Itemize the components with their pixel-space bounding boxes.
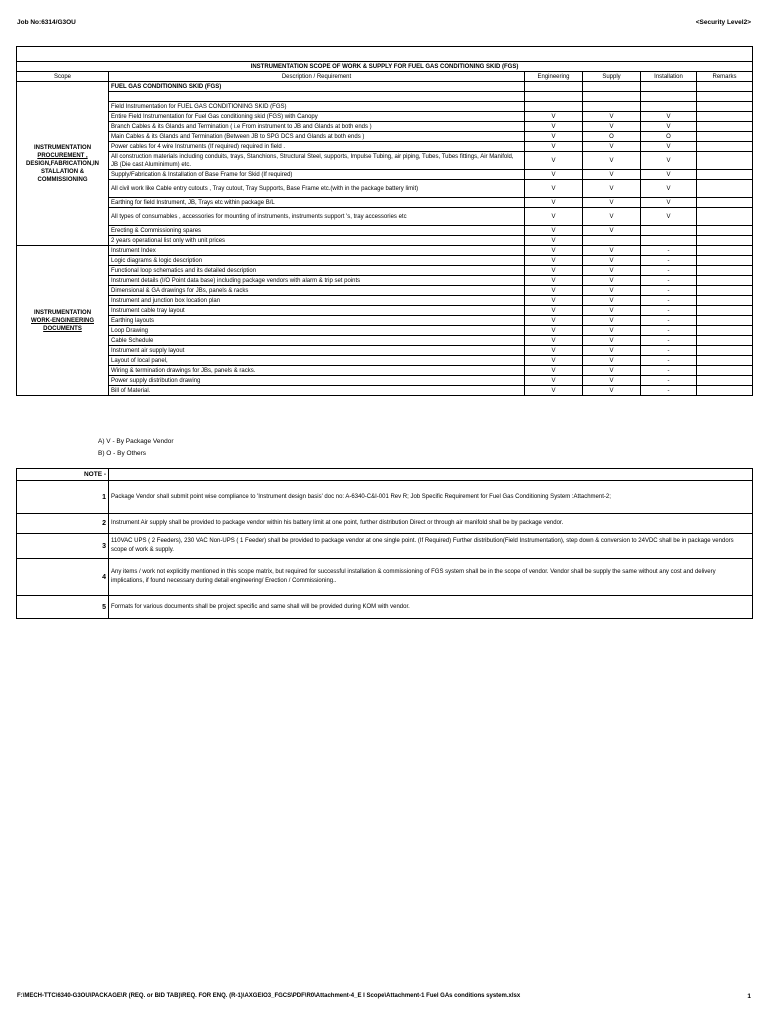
remarks-cell [697, 92, 753, 102]
note-number: 4 [17, 559, 109, 596]
scope-label-line: STALLATION & [40, 168, 85, 175]
col-supply: Supply [583, 72, 641, 82]
table-row [17, 132, 753, 142]
remarks-cell [697, 336, 753, 346]
note-row [17, 481, 753, 514]
installation-cell: - [641, 316, 697, 326]
engineering-cell: V [525, 346, 583, 356]
installation-cell: V [641, 122, 697, 132]
installation-cell: - [641, 386, 697, 396]
table-row [17, 316, 753, 326]
table-row [17, 376, 753, 386]
engineering-cell: V [525, 226, 583, 236]
note-text: Instrument Air supply shall be provided to package vendor within his battery limit at one point, further distribution Direct or through air manifold shall be by package vendor. [109, 514, 753, 534]
remarks-cell [697, 142, 753, 152]
table-title: INSTRUMENTATION SCOPE OF WORK & SUPPLY FOR FUEL GAS CONDITIONING SKID (FGS) [17, 62, 753, 72]
table-row [17, 386, 753, 396]
installation-cell [641, 102, 697, 112]
engineering-cell: V [525, 276, 583, 286]
scope-label-line: DOCUMENTS [43, 325, 82, 332]
description-cell: Instrument details (I/O Point data base) including package vendors with alarm & trip set points [109, 276, 525, 286]
engineering-cell: V [525, 326, 583, 336]
remarks-cell [697, 226, 753, 236]
table-row [17, 122, 753, 132]
supply-cell: O [583, 132, 641, 142]
supply-cell: V [583, 326, 641, 336]
description-cell: Field Instrumentation for FUEL GAS CONDITIONING SKID (FGS) [109, 102, 525, 112]
engineering-cell: V [525, 366, 583, 376]
engineering-cell [525, 92, 583, 102]
description-cell: Logic diagrams & logic description [109, 256, 525, 266]
installation-cell: - [641, 256, 697, 266]
installation-cell: V [641, 112, 697, 122]
supply-cell [583, 236, 641, 246]
remarks-cell [697, 122, 753, 132]
supply-cell: V [583, 266, 641, 276]
installation-cell [641, 82, 697, 92]
description-cell: Earthing for field Instrument, JB, Trays etc within package B/L [109, 198, 525, 208]
engineering-cell: V [525, 266, 583, 276]
engineering-cell: V [525, 122, 583, 132]
engineering-cell: V [525, 386, 583, 396]
table-row [17, 306, 753, 316]
installation-cell [641, 92, 697, 102]
table-row [17, 366, 753, 376]
remarks-cell [697, 236, 753, 246]
remarks-cell [697, 356, 753, 366]
installation-cell: V [641, 208, 697, 226]
installation-cell: - [641, 286, 697, 296]
note-row [17, 596, 753, 619]
description-cell [109, 92, 525, 102]
description-cell: Earthing layouts [109, 316, 525, 326]
installation-cell: V [641, 198, 697, 208]
supply-cell: V [583, 336, 641, 346]
remarks-cell [697, 256, 753, 266]
remarks-cell [697, 82, 753, 92]
col-remarks: Remarks [697, 72, 753, 82]
remarks-cell [697, 152, 753, 170]
remarks-cell [697, 246, 753, 256]
description-cell: Cable Schedule [109, 336, 525, 346]
col-engineering: Engineering [525, 72, 583, 82]
supply-cell: V [583, 112, 641, 122]
description-cell: Functional loop schematics and its detailed description [109, 266, 525, 276]
description-cell: All types of consumables , accessories for mounting of instruments, instruments support 's, tray accessories etc [109, 208, 525, 226]
remarks-cell [697, 296, 753, 306]
supply-cell: V [583, 276, 641, 286]
remarks-cell [697, 132, 753, 142]
installation-cell: V [641, 142, 697, 152]
remarks-cell [697, 326, 753, 336]
supply-cell: V [583, 226, 641, 236]
remarks-cell [697, 180, 753, 198]
legend-vendor: A) V - By Package Vendor [98, 438, 174, 445]
remarks-cell [697, 208, 753, 226]
supply-cell: V [583, 246, 641, 256]
note-number: 5 [17, 596, 109, 619]
installation-cell: - [641, 246, 697, 256]
installation-cell: V [641, 180, 697, 198]
note-text: 110VAC UPS ( 2 Feeders), 230 VAC Non-UPS ( 1 Feeder) shall be provided to package vendor at one single point. (If Required) Further distribution(Field Instrumentation), step down & conversion to 24VDC shall be in package vendors scope of work & supply. [109, 534, 753, 559]
note-row [17, 514, 753, 534]
description-cell: Main Cables & its Glands and Termination (Between JB to SPG DCS and Glands at both ends ) [109, 132, 525, 142]
installation-cell: - [641, 376, 697, 386]
remarks-cell [697, 170, 753, 180]
table-row [17, 346, 753, 356]
supply-cell: V [583, 306, 641, 316]
description-cell: Loop Drawing [109, 326, 525, 336]
description-cell: Erecting & Commissioning spares [109, 226, 525, 236]
notes-table [16, 468, 753, 619]
notes-label-row [17, 469, 753, 481]
note-text: Any items / work not explicitly mentioned in this scope matrix, but required for successful installation & commissioning of FGS system shall be in the scope of vendor. Vendor shall be supply the same without any cost and delivery implications, if found necessary during detail engineering/ Erection / Commissioning.. [109, 559, 753, 596]
engineering-cell: V [525, 246, 583, 256]
table-row [17, 226, 753, 236]
supply-cell: V [583, 346, 641, 356]
remarks-cell [697, 266, 753, 276]
engineering-cell: V [525, 132, 583, 142]
supply-cell: V [583, 356, 641, 366]
engineering-cell: V [525, 142, 583, 152]
supply-cell: V [583, 386, 641, 396]
table-row [17, 276, 753, 286]
description-cell: Dimensional & GA drawings for JBs, panels & racks [109, 286, 525, 296]
note-text: Formats for various documents shall be project specific and same shall will be provided during KOM with vendor. [109, 596, 753, 619]
table-row [17, 208, 753, 226]
section2_scope-label [17, 246, 109, 396]
installation-cell [641, 236, 697, 246]
table-row [17, 92, 753, 102]
remarks-cell [697, 102, 753, 112]
notes-label: NOTE - [17, 469, 109, 481]
engineering-cell: V [525, 170, 583, 180]
table-row [17, 112, 753, 122]
description-cell: Supply/Fabrication & Installation of Base Frame for Skid (If required) [109, 170, 525, 180]
supply-cell: V [583, 256, 641, 266]
installation-cell: - [641, 266, 697, 276]
section1_scope-label [17, 82, 109, 246]
installation-cell: - [641, 296, 697, 306]
installation-cell: - [641, 276, 697, 286]
file-path: F:\MECH-TTC\6340-G3OU\PACKAGE\R (REQ. or BID TAB)\REQ. FOR ENQ. (R-1)\AXGEIO3_FGCS\PDF\R0\Attachment-4_E I Scope\Attachment-1 Fuel GAs conditions system.xlsx [17, 993, 521, 999]
engineering-cell: V [525, 336, 583, 346]
installation-cell: V [641, 170, 697, 180]
installation-cell: - [641, 326, 697, 336]
supply-cell: V [583, 152, 641, 170]
supply-cell [583, 102, 641, 112]
note-row [17, 534, 753, 559]
description-cell: All civil work like Cable entry cutouts , Tray cutout, Tray Supports, Base Frame etc.(with in the package battery limit) [109, 180, 525, 198]
job-number: Job No:6314/G3OU [17, 19, 76, 26]
col-description: Description / Requirement [109, 72, 525, 82]
engineering-cell: V [525, 296, 583, 306]
scope-label-line: WORK-ENGINEERING [31, 317, 94, 324]
title-row [17, 62, 753, 72]
scope-table [16, 46, 753, 396]
description-cell: Layout of local panel, [109, 356, 525, 366]
description-cell: Instrument air supply layout [109, 346, 525, 356]
scope-label-line: COMMISSIONING [37, 176, 88, 183]
scope-label-line: INSTRUMENTATION [33, 309, 92, 316]
note-number: 2 [17, 514, 109, 534]
engineering-cell: V [525, 208, 583, 226]
description-cell: Bill of Material. [109, 386, 525, 396]
engineering-cell: V [525, 112, 583, 122]
installation-cell: V [641, 152, 697, 170]
engineering-cell: V [525, 376, 583, 386]
supply-cell: V [583, 208, 641, 226]
table-row [17, 102, 753, 112]
scope-label-line: INSTRUMENTATION [33, 144, 92, 151]
supply-cell: V [583, 296, 641, 306]
description-cell: Branch Cables & its Glands and Termination ( i.e From instrument to JB and Glands at both ends ) [109, 122, 525, 132]
installation-cell: - [641, 346, 697, 356]
supply-cell [583, 82, 641, 92]
table-row [17, 246, 753, 256]
note-text: Package Vendor shall submit point wise compliance to 'Instrument design basis' doc no: A-6340-C&I-001 Rev R; Job Specific Requirement for Fuel Gas Conditioning System :Attachment-2; [109, 481, 753, 514]
blank-row [17, 47, 753, 62]
table-row [17, 336, 753, 346]
remarks-cell [697, 376, 753, 386]
remarks-cell [697, 366, 753, 376]
installation-cell: - [641, 356, 697, 366]
note-number: 1 [17, 481, 109, 514]
remarks-cell [697, 386, 753, 396]
page-number: 1 [747, 993, 751, 1000]
supply-cell: V [583, 142, 641, 152]
engineering-cell [525, 82, 583, 92]
remarks-cell [697, 316, 753, 326]
description-cell: Instrument and junction box location plan [109, 296, 525, 306]
description-cell: Power supply distribution drawing [109, 376, 525, 386]
description-cell: 2 years operational list only with unit prices [109, 236, 525, 246]
remarks-cell [697, 198, 753, 208]
table-row [17, 266, 753, 276]
engineering-cell: V [525, 256, 583, 266]
remarks-cell [697, 346, 753, 356]
engineering-cell: V [525, 316, 583, 326]
table-row [17, 180, 753, 198]
installation-cell: - [641, 336, 697, 346]
description-cell: Instrument Index [109, 246, 525, 256]
engineering-cell: V [525, 180, 583, 198]
table-row [17, 236, 753, 246]
installation-cell [641, 226, 697, 236]
engineering-cell: V [525, 198, 583, 208]
engineering-cell [525, 102, 583, 112]
engineering-cell: V [525, 286, 583, 296]
remarks-cell [697, 306, 753, 316]
note-row [17, 559, 753, 596]
engineering-cell: V [525, 236, 583, 246]
supply-cell: V [583, 122, 641, 132]
description-cell: Entire Field Instrumentation for Fuel Gas conditioning skid (FGS) with Canopy [109, 112, 525, 122]
supply-cell [583, 92, 641, 102]
col-scope: Scope [17, 72, 109, 82]
description-cell: FUEL GAS CONDITIONING SKID (FGS) [109, 82, 525, 92]
engineering-cell: V [525, 152, 583, 170]
installation-cell: O [641, 132, 697, 142]
description-cell: Instrument cable tray layout [109, 306, 525, 316]
table-row [17, 296, 753, 306]
description-cell: Wiring & termination drawings for JBs, panels & racks. [109, 366, 525, 376]
table-row [17, 326, 753, 336]
legend-others: B) O - By Others [98, 450, 147, 457]
supply-cell: V [583, 316, 641, 326]
supply-cell: V [583, 366, 641, 376]
table-row [17, 356, 753, 366]
supply-cell: V [583, 180, 641, 198]
installation-cell: - [641, 366, 697, 376]
remarks-cell [697, 276, 753, 286]
engineering-cell: V [525, 306, 583, 316]
col-installation: Installation [641, 72, 697, 82]
scope-label-line: PROCUREMENT , [37, 152, 88, 159]
scope-label-line: DESIGN,FABRICATION,IN [26, 160, 99, 167]
table-row [17, 286, 753, 296]
description-cell: Power cables for 4 wire Instruments (If required) required in field . [109, 142, 525, 152]
table-row [17, 256, 753, 266]
installation-cell: - [641, 306, 697, 316]
table-row [17, 170, 753, 180]
remarks-cell [697, 112, 753, 122]
table-row [17, 142, 753, 152]
supply-cell: V [583, 376, 641, 386]
description-cell: All construction materials including conduits, trays, Stanchions, Structural Steel, supports, Impulse Tubing, air piping, Tubes, Tubes fittings, Air Manifold, JB (Die cast Aluminimum) etc. [109, 152, 525, 170]
supply-cell: V [583, 286, 641, 296]
column-header-row [17, 72, 753, 82]
note-number: 3 [17, 534, 109, 559]
table-row [17, 198, 753, 208]
supply-cell: V [583, 198, 641, 208]
supply-cell: V [583, 170, 641, 180]
engineering-cell: V [525, 356, 583, 366]
table-row [17, 82, 753, 92]
security-level: <Security Level2> [695, 19, 751, 26]
remarks-cell [697, 286, 753, 296]
table-row [17, 152, 753, 170]
